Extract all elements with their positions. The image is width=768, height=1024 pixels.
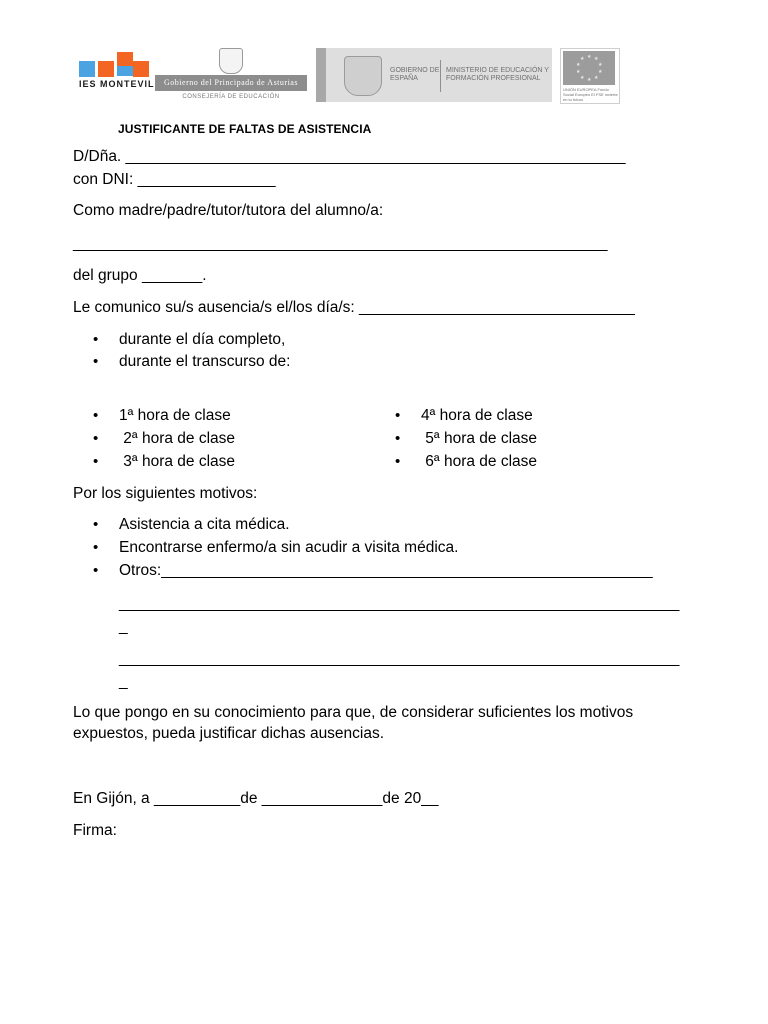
name-field-line: D/Dña. __________________________________________________________: [73, 148, 626, 165]
student-name-blank: ______________________________________________________________: [73, 235, 608, 252]
form-title: JUSTIFICANTE DE FALTAS DE ASISTENCIA: [118, 122, 372, 136]
logo-square: [117, 66, 133, 76]
crest-icon: [219, 48, 243, 74]
ies-montevil-logo: [79, 52, 155, 92]
logo-square: [133, 61, 149, 77]
list-item: • Asistencia a cita médica.: [119, 515, 290, 535]
list-item: • Otros:_________________________________________________________: [119, 561, 653, 581]
ministerio-text: MINISTERIO DE EDUCACIÓN Y FORMACIÓN PROFESIONAL: [446, 67, 549, 82]
asturias-logo: [155, 48, 307, 102]
list-item: • 3ª hora de clase: [119, 452, 235, 472]
list-item: • 1ª hora de clase: [119, 406, 231, 426]
list-item: • durante el día completo,: [119, 330, 285, 350]
dni-field-line: con DNI: ________________: [73, 171, 276, 188]
ue-logo: [560, 48, 620, 104]
logo-square: [79, 61, 95, 77]
parent-line: Como madre/padre/tutor/tutora del alumno/a:: [73, 202, 384, 219]
gobierno-logo: [316, 48, 552, 102]
gobierno-text: GOBIERNO DE ESPAÑA: [390, 67, 440, 82]
group-field-line: del grupo _______.: [73, 267, 207, 284]
signature-label: Firma:: [73, 822, 117, 839]
logo-divider: [440, 60, 441, 92]
list-item: • 6ª hora de clase: [421, 452, 537, 472]
logo-square: [98, 61, 114, 77]
list-item: • durante el transcurso de:: [119, 352, 290, 372]
date-field-line: En Gijón, a __________de ______________de 20__: [73, 790, 439, 807]
list-item: • 2ª hora de clase: [119, 429, 235, 449]
asturias-name: Gobierno del Principado de Asturias: [155, 75, 307, 91]
list-item: • Encontrarse enfermo/a sin acudir a visita médica.: [119, 538, 458, 558]
absence-days-line: Le comunico su/s ausencia/s el/los día/s: ________________________________: [73, 299, 635, 316]
reasons-heading: Por los siguientes motivos:: [73, 485, 258, 502]
closing-text: Lo que pongo en su conocimiento para que, de considerar suficientes los motivos: [73, 704, 634, 721]
other-reason-blank: _________________________________________________________________: [119, 650, 680, 667]
ue-text: UNIÓN EUROPEA Fondo Social Europeo El FSE invierte en tu futuro: [563, 87, 618, 102]
ies-logo-caption: IES MONTEVIL: [79, 79, 155, 89]
other-reason-blank: _________________________________________________________________: [119, 595, 680, 612]
list-item: • 5ª hora de clase: [421, 429, 537, 449]
other-reason-blank-wrap: _: [119, 618, 128, 635]
coat-of-arms-icon: [344, 56, 382, 96]
eu-flag-icon: ★ ★ ★ ★ ★ ★ ★ ★ ★ ★: [563, 51, 615, 85]
logo-stripe: [316, 48, 326, 102]
other-reason-blank-wrap: _: [119, 673, 128, 690]
list-item: • 4ª hora de clase: [421, 406, 533, 426]
closing-text: expuestos, pueda justificar dichas ausencias.: [73, 725, 385, 742]
asturias-sub: CONSEJERÍA DE EDUCACIÓN: [182, 94, 280, 100]
